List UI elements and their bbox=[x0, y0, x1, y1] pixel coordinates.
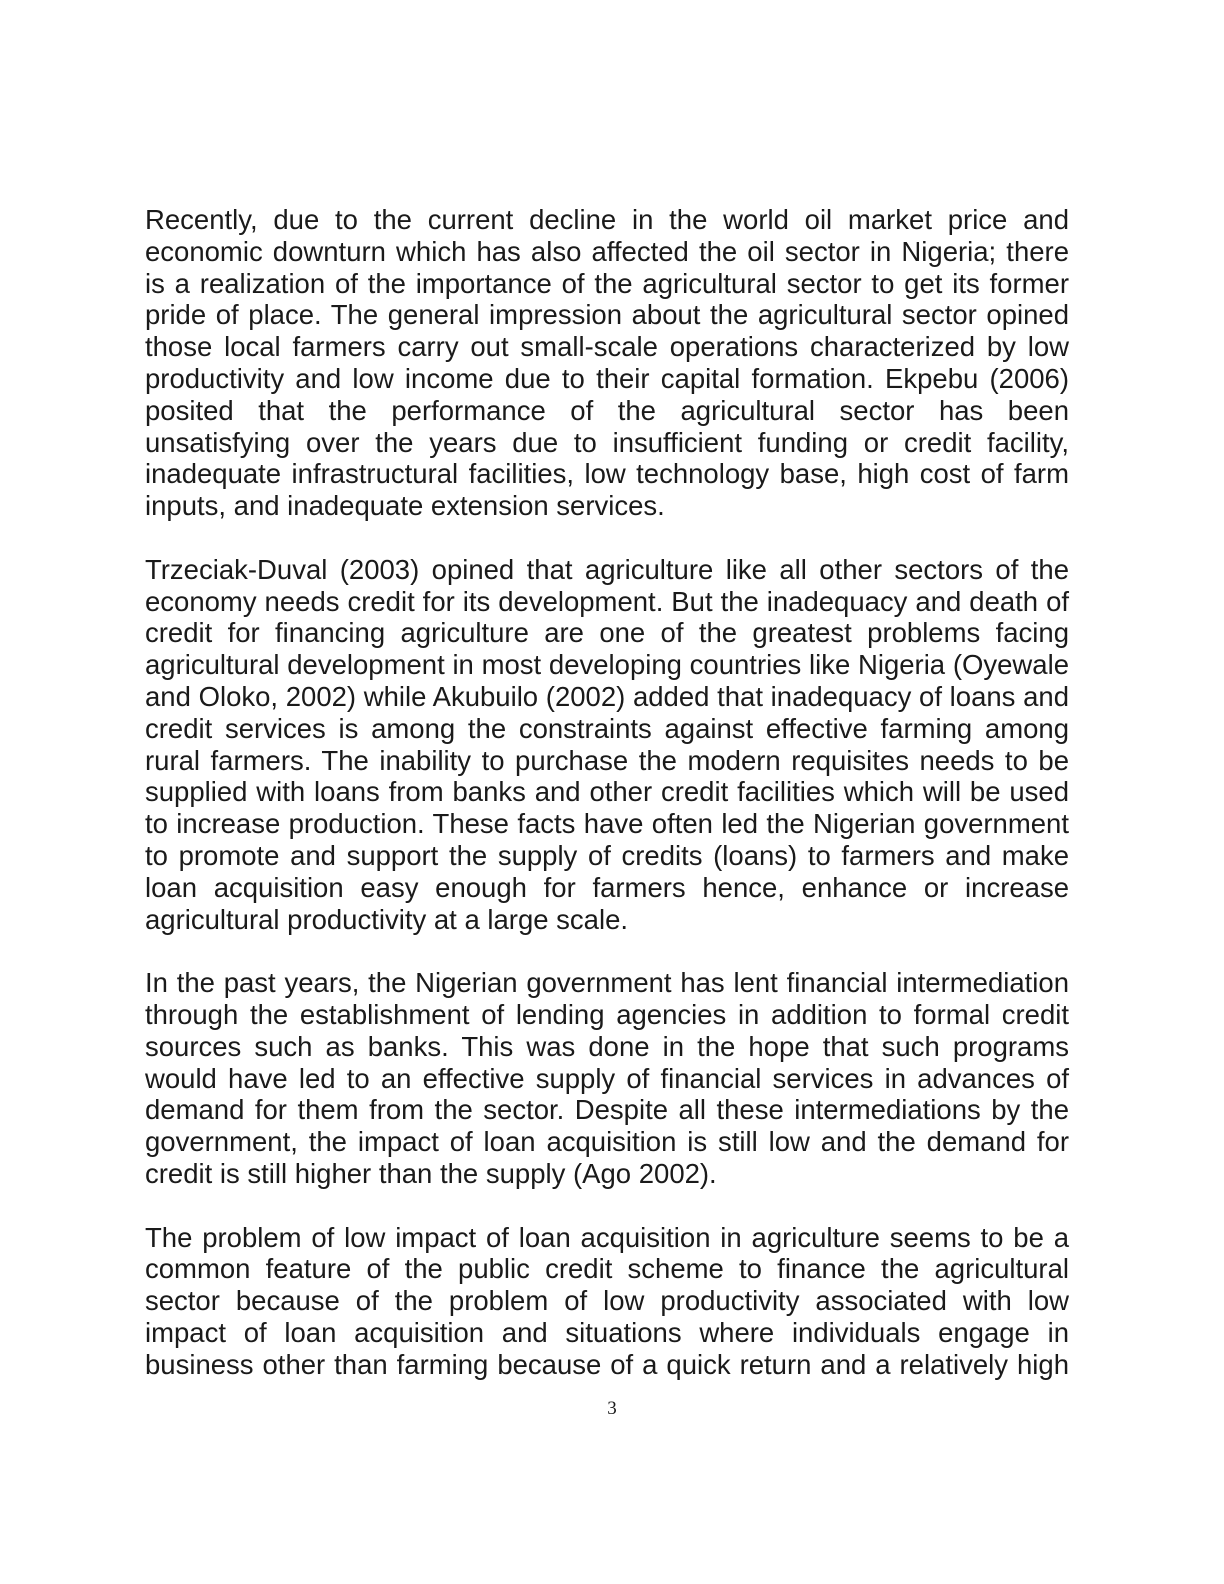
paragraph-3: In the past years, the Nigerian government has lent financial intermediation through the establishment of lending agencies in addition to formal credit sources such as banks. This was done in the hope that such programs would have led to an effective supply of financial services in advances of demand for them from the sector. Despite all these intermediations by the government, the impact of loan acquisition is still low and the demand for credit is still higher than the supply (Ago 2002). bbox=[145, 967, 1069, 1189]
body-text bbox=[145, 204, 1069, 1380]
paragraph-4: The problem of low impact of loan acquisition in agriculture seems to be a common feature of the public credit scheme to finance the agricultural sector because of the problem of low productivity associated with low impact of loan acquisition and situations where individuals engage in business other than farming because of a quick return and a relatively high bbox=[145, 1221, 1069, 1380]
paragraph-2: Trzeciak-Duval (2003) opined that agriculture like all other sectors of the economy needs credit for its development. But the inadequacy and death of credit for financing agriculture are one of the greatest problems facing agricultural development in most developing countries like Nigeria (Oyewale and Oloko, 2002) while Akubuilo (2002) added that inadequacy of loans and credit services is among the constraints against effective farming among rural farmers. The inability to purchase the modern requisites needs to be supplied with loans from banks and other credit facilities which will be used to increase production. These facts have often led the Nigerian government to promote and support the supply of credits (loans) to farmers and make loan acquisition easy enough for farmers hence, enhance or increase agricultural productivity at a large scale. bbox=[145, 553, 1069, 935]
page-number: 3 bbox=[607, 1398, 617, 1419]
paragraph-1: Recently, due to the current decline in the world oil market price and economic downturn which has also affected the oil sector in Nigeria; there is a realization of the importance of the agricultural sector to get its former pride of place. The general impression about the agricultural sector opined those local farmers carry out small-scale operations characterized by low productivity and low income due to their capital formation. Ekpebu (2006) posited that the performance of the agricultural sector has been unsatisfying over the years due to insufficient funding or credit facility, inadequate infrastructural facilities, low technology base, high cost of farm inputs, and inadequate extension services. bbox=[145, 204, 1069, 522]
